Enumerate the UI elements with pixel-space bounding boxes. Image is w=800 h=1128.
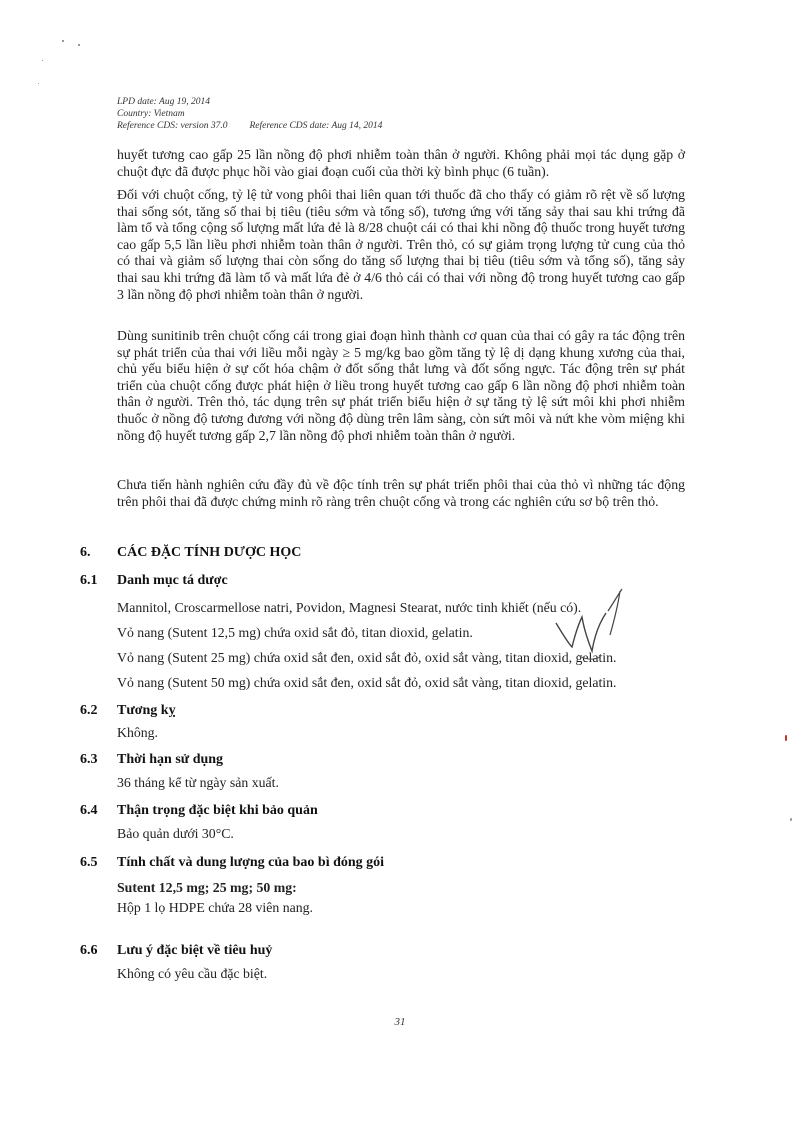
excipient-line: Vỏ nang (Sutent 50 mg) chứa oxid sắt đen, oxid sắt đỏ, oxid sắt vàng, titan dioxid, gelatin.: [117, 675, 617, 690]
header-cds-date: Reference CDS date: Aug 14, 2014: [249, 121, 383, 131]
subsection-text: Hộp 1 lọ HDPE chứa 28 viên nang.: [117, 900, 314, 915]
excipient-line: Vỏ nang (Sutent 12,5 mg) chứa oxid sắt đỏ, titan dioxid, gelatin.: [117, 625, 473, 640]
header-lpd-date: LPD date: Aug 19, 2014: [117, 97, 210, 107]
subsection-number: 6.1: [80, 573, 98, 588]
scan-speck: [62, 40, 64, 42]
subsection-number: 6.5: [80, 855, 98, 870]
subsection-text: Bảo quản dưới 30°C.: [117, 826, 234, 841]
subsection-text: Không.: [117, 725, 159, 740]
subsection-number: 6.4: [80, 803, 98, 818]
subsection-number: 6.6: [80, 943, 98, 958]
subsection-title: Tính chất và dung lượng của bao bì đóng gói: [117, 855, 385, 870]
subsection-text: Không có yêu cầu đặc biệt.: [117, 966, 268, 981]
scan-speck: [790, 818, 792, 821]
subsection-title: Thời hạn sử dụng: [117, 752, 224, 767]
header-cds-version: Reference CDS: version 37.0: [117, 121, 228, 131]
subsection-number: 6.2: [80, 703, 98, 718]
signature-icon: [548, 585, 638, 665]
subsection-title: Danh mục tá dược: [117, 573, 228, 588]
excipient-line: Mannitol, Croscarmellose natri, Povidon, Magnesi Stearat, nước tinh khiết (nếu có).: [117, 600, 582, 615]
scan-speck: [42, 60, 43, 61]
body-paragraph: huyết tương cao gấp 25 lần nồng độ phơi nhiễm toàn thân ở người. Không phải mọi tác dụng gặp ở chuột đực đã được phục hồi vào giai đoạn cuối của thời kỳ bình phục (6 tuần).: [117, 147, 685, 179]
subsection-text: 36 tháng kể từ ngày sản xuất.: [117, 775, 279, 790]
subsection-title: Thận trọng đặc biệt khi bảo quản: [117, 803, 318, 818]
document-header: [117, 96, 382, 132]
body-paragraph: Dùng sunitinib trên chuột cống cái trong giai đoạn hình thành cơ quan của thai có gây ra tác động trên sự phát triển của thai với liều mỗi ngày ≥ 5 mg/kg bao gồm tăng tỷ lệ dị dạng khung xương của thai, chủ yếu biểu hiện ở sự cốt hóa chậm ở đốt sống thắt lưng và đốt sống ngực. Tác động trên sự phát triển của chuột cống được phát hiện ở liều trong huyết tương cao gấp 6 lần nồng độ phơi nhiễm toàn thân ở người. Trên thỏ, tác dụng trên sự phát triển biểu hiện ở sự tăng tỷ lệ sứt môi khi phơi nhiễm thuốc ở nồng độ tương đương với nồng độ dùng trên lâm sàng, còn sứt môi và nứt khe vòm miệng khi nồng độ huyết tương gấp 2,7 lần nồng độ phơi nhiễm toàn thân ở người.: [117, 328, 685, 443]
packaging-subtitle: Sutent 12,5 mg; 25 mg; 50 mg:: [117, 880, 297, 895]
scan-speck: [78, 44, 80, 46]
page-number: 31: [394, 1016, 406, 1028]
scan-speck: [38, 83, 39, 84]
excipient-line: Vỏ nang (Sutent 25 mg) chứa oxid sắt đen, oxid sắt đỏ, oxid sắt vàng, titan dioxid, gelatin.: [117, 650, 617, 665]
body-paragraph: Đối với chuột cống, tỷ lệ tử vong phôi thai liên quan tới thuốc đã cho thấy có giảm rõ rệt về số lượng thai sống sót, tăng số thai bị tiêu (tiêu sớm và tổng số), tương ứng với tăng sảy thai sau khi trứng đã làm tổ và tổng cộng số lượng mất lứa đẻ là 8/28 chuột cái có thai khi nồng độ thuốc trong huyết tương cao gấp 5,5 lần liều phơi nhiễm toàn thân ở người. Trên thỏ, có sự giảm trọng lượng tử cung của thỏ có thai và giảm số lượng thai còn sống do tăng số lượng thai bị tiêu (tiêu sớm và tổng số), tăng sảy thai sau khi trứng đã làm tổ và mất lứa đẻ ở 4/6 thỏ cái có thai với nồng độ trong huyết tương cao gấp 3 lần nồng độ phơi nhiễm toàn thân ở người.: [117, 187, 685, 302]
section-title: CÁC ĐẶC TÍNH DƯỢC HỌC: [117, 545, 302, 560]
subsection-number: 6.3: [80, 752, 98, 767]
header-country: Country: Vietnam: [117, 109, 185, 119]
subsection-title: Tương kỵ: [117, 703, 176, 718]
subsection-title: Lưu ý đặc biệt về tiêu huỷ: [117, 943, 273, 958]
body-paragraph: Chưa tiến hành nghiên cứu đầy đủ về độc tính trên sự phát triển phôi thai của thỏ vì những tác động trên phôi thai đã được chứng minh rõ ràng trên chuột cống và trong các nghiên cứu sơ bộ trên thỏ.: [117, 477, 685, 509]
scan-speck: [785, 735, 787, 741]
section-number: 6.: [80, 545, 91, 560]
